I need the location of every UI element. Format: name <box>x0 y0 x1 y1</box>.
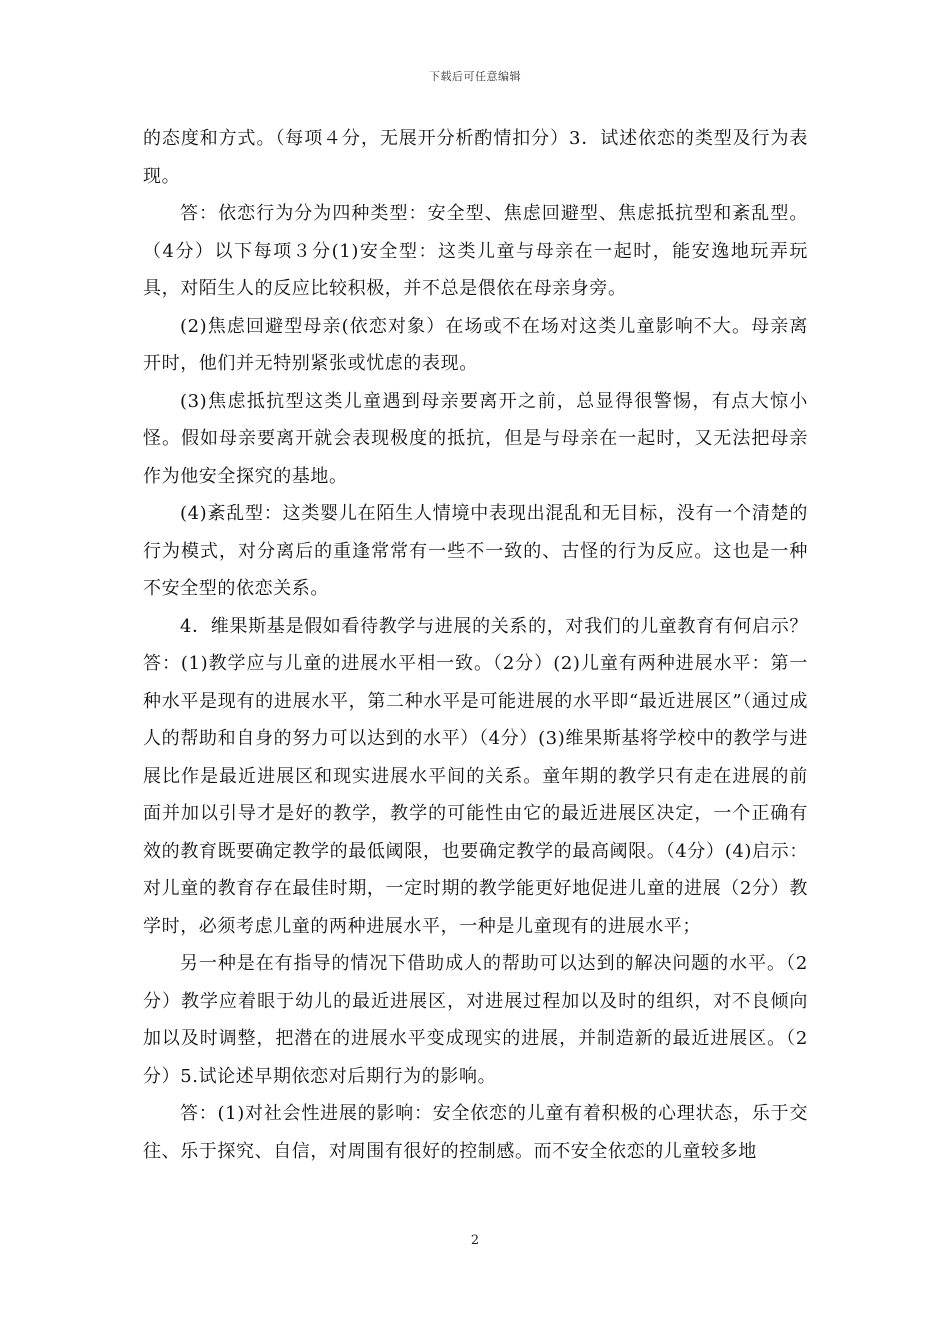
paragraph-2: 答：依恋行为分为四种类型：安全型、焦虑回避型、焦虑抵抗型和紊乱型。（4分）以下每项３分(1)安全型：这类儿童与母亲在一起时，能安逸地玩弄玩具，对陌生人的反应比较积极，并不总是偎依在母亲身旁。 <box>143 203 808 299</box>
paragraph-6: 4．维果斯基是假如看待教学与进展的关系的，对我们的儿童教育有何启示？答：(1)教学应与儿童的进展水平相一致。（2分）(2)儿童有两种进展水平：第一种水平是现有的进展水平，第二种水平是可能进展的水平即“最近进展区”（通过成人的帮助和自身的努力可以达到的水平）（4分）(3)维果斯基将学校中的教学与进展比作是最近进展区和现实进展水平间的关系。童年期的教学只有走在进展的前面并加以引导才是好的教学，教学的可能性由它的最近进展区决定，一个正确有效的教育既要确定教学的最低阈限，也要确定教学的最高阈限。（4分）(4)启示：对儿童的教育存在最佳时期，一定时期的教学能更好地促进儿童的进展（2分）教学时，必须考虑儿童的两种进展水平，一种是儿童现有的进展水平； <box>143 615 808 937</box>
document-body <box>143 120 808 1170</box>
page-header: 下载后可任意编辑 <box>429 70 521 83</box>
paragraph-4: (3)焦虑抵抗型这类儿童遇到母亲要离开之前，总显得很警惕，有点大惊小怪。假如母亲要离开就会表现极度的抵抗，但是与母亲在一起时，又无法把母亲作为他安全探究的基地。 <box>143 390 808 487</box>
paragraph-5: (4)紊乱型：这类婴儿在陌生人情境中表现出混乱和无目标，没有一个清楚的行为模式，对分离后的重逢常常有一些不一致的、古怪的行为反应。这也是一种不安全型的依恋关系。 <box>143 503 808 599</box>
paragraph-1: 的态度和方式。（每项４分，无展开分析酌情扣分）3．试述依恋的类型及行为表现。 <box>143 128 808 187</box>
paragraph-3: (2)焦虑回避型母亲(依恋对象）在场或不在场对这类儿童影响不大。母亲离开时，他们并无特别紧张或忧虑的表现。 <box>143 315 808 374</box>
paragraph-7: 另一种是在有指导的情况下借助成人的帮助可以达到的解决问题的水平。（2分）教学应着眼于幼儿的最近进展区，对进展过程加以及时的组织，对不良倾向加以及时调整，把潜在的进展水平变成现实的进展，并制造新的最近进展区。（2分）5.试论述早期依恋对后期行为的影响。 <box>143 953 808 1087</box>
paragraph-8: 答：(1)对社会性进展的影响：安全依恋的儿童有着积极的心理状态，乐于交往、乐于探究、自信，对周围有很好的控制感。而不安全依恋的儿童较多地 <box>143 1103 808 1162</box>
page-number: 2 <box>470 1233 480 1248</box>
